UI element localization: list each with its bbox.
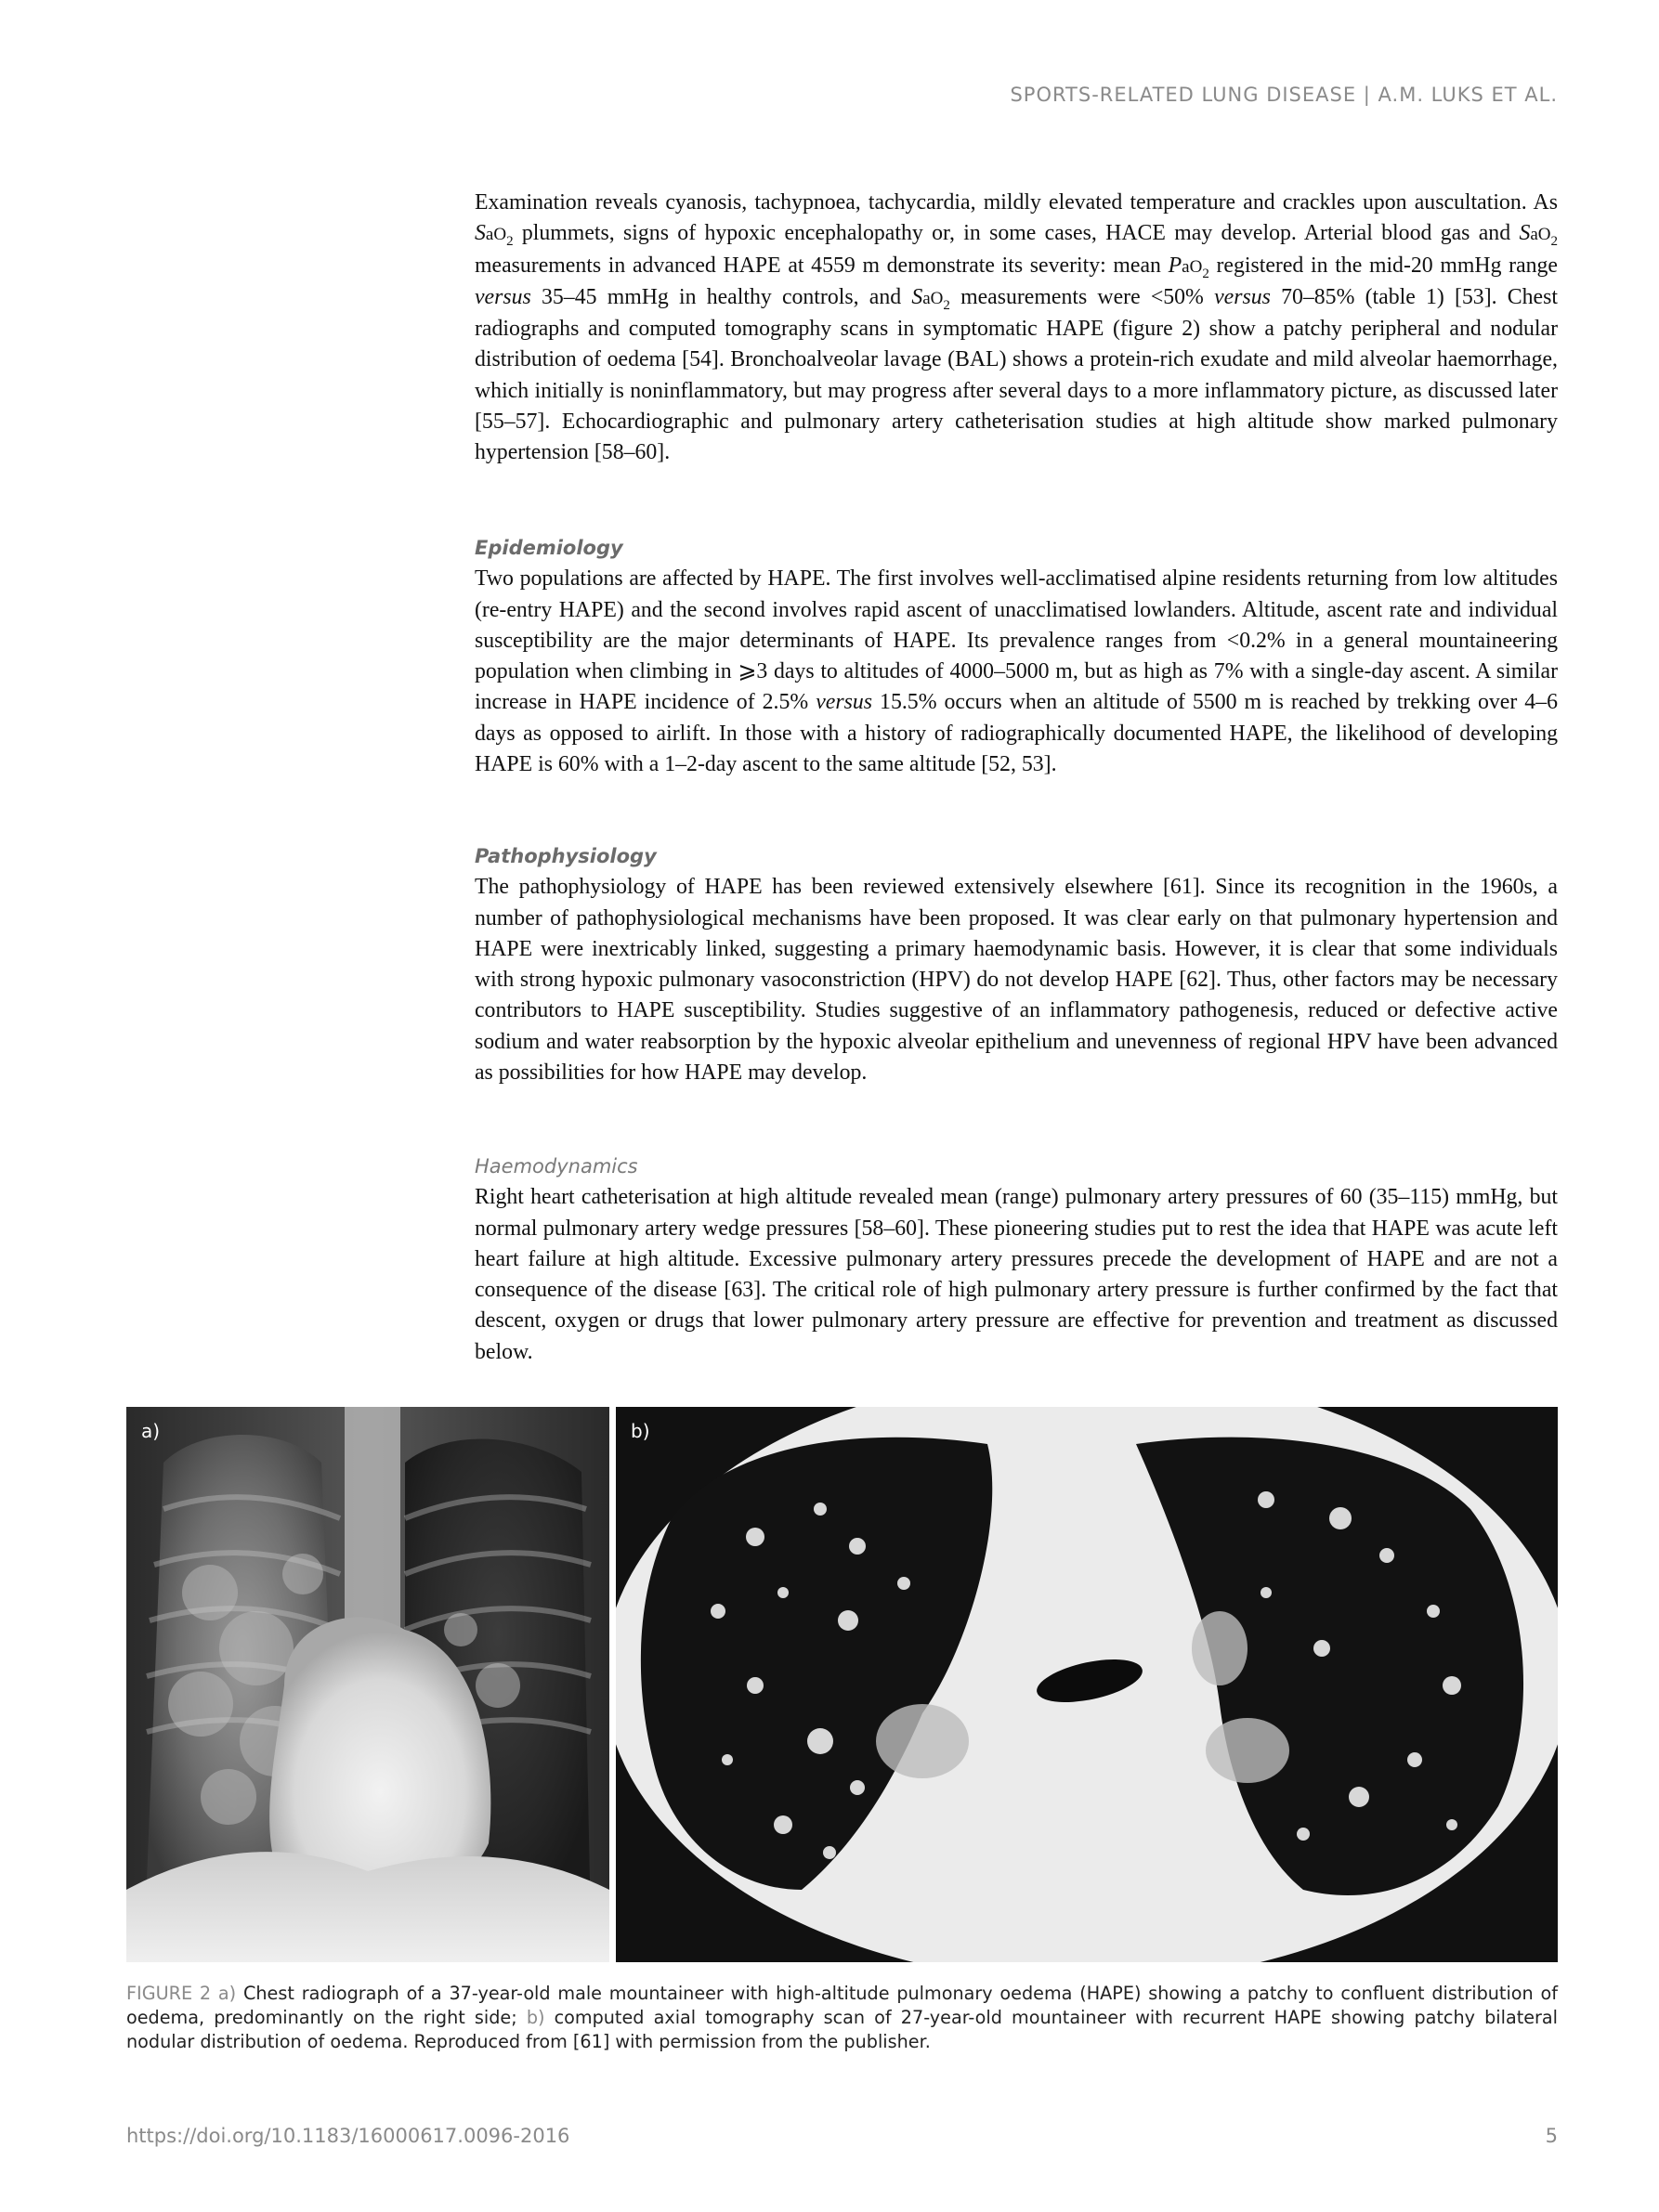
figure-number: FIGURE 2 bbox=[126, 1983, 212, 2004]
running-header: SPORTS-RELATED LUNG DISEASE | A.M. LUKS ET AL. bbox=[1010, 84, 1558, 106]
haemodynamics-section bbox=[475, 1152, 1558, 1368]
page-number: 5 bbox=[1545, 2125, 1558, 2147]
chest-radiograph-image bbox=[126, 1407, 609, 1962]
panel-b-label: b) bbox=[631, 1420, 650, 1442]
epidemiology-section bbox=[475, 533, 1558, 780]
doi-link[interactable]: https://doi.org/10.1183/16000617.0096-2016 bbox=[126, 2125, 570, 2147]
chest-radiograph-drawing bbox=[126, 1407, 609, 1962]
ct-scan-image bbox=[616, 1407, 1558, 1962]
figure-caption bbox=[126, 1982, 1558, 2054]
caption-part-b-text: computed axial tomography scan of 27-year-old mountaineer with recurrent HAPE showing patchy bilateral nodular distribution of oedema. Reproduced from [61] with permission from the publisher. bbox=[126, 2007, 1559, 2052]
paragraph-pathophysiology: The pathophysiology of HAPE has been reviewed extensively elsewhere [61]. Since its recognition in the 1960s, a number of pathophysiological mechanisms have been proposed. It was clear early on that pulmonary hypertension and HAPE were inextricably linked, suggesting a primary haemodynamic basis. However, it is clear that some individuals with strong hypoxic pulmonary vasoconstriction (HPV) do not develop HAPE [62]. Thus, other factors may be necessary contributors to HAPE susceptibility. Studies suggestive of an inflammatory pathogenesis, reduced or defective active sodium and water reabsorption by the hypoxic alveolar epithelium and unevenness of regional HPV have been advanced as possibilities for how HAPE may develop. bbox=[475, 875, 1558, 1086]
caption-part-a-text: Chest radiograph of a 37-year-old male mountaineer with high-altitude pulmonary oedema (HAPE) showing a patchy to confluent distribution of oedema, predominantly on the right side; bbox=[126, 1983, 1558, 2028]
intro-section bbox=[475, 188, 1558, 469]
ct-scan-drawing bbox=[616, 1407, 1558, 1962]
paragraph-epidemiology: Two populations are affected by HAPE. The first involves well-acclimatised alpine residents returning from low altitudes (re-entry HAPE) and the second involves rapid ascent of unacclimatised lowlanders. Altitude, ascent rate and individual susceptibility are the major determinants of HAPE. Its prevalence ranges from <0.2% in a general mountaineering population when climbing in ⩾3 days to altitudes of 4000–5000 m, but as high as 7% with a single-day ascent. A similar increase in HAPE incidence of 2.5% versus 15.5% occurs when an altitude of 5500 m is reached by trekking over 4–6 days as opposed to airlift. In those with a history of radiographically documented HAPE, the likelihood of developing HAPE is 60% with a 1–2-day ascent to the same altitude [52, 53]. bbox=[475, 566, 1558, 777]
caption-part-b-label: b) bbox=[526, 2007, 545, 2028]
haemodynamics-heading: Haemodynamics bbox=[475, 1155, 638, 1178]
pathophysiology-heading: Pathophysiology bbox=[475, 845, 657, 867]
caption-part-a-label: a) bbox=[217, 1983, 237, 2004]
pathophysiology-section bbox=[475, 841, 1558, 1088]
panel-a-label: a) bbox=[141, 1420, 161, 1442]
paragraph-haemodynamics: Right heart catheterisation at high altitude revealed mean (range) pulmonary artery pressures of 60 (35–115) mmHg, but normal pulmonary artery wedge pressures [58–60]. These pioneering studies put to rest the idea that HAPE was acute left heart failure at high altitude. Excessive pulmonary artery pressures precede the development of HAPE and are not a consequence of the disease [63]. The critical role of high pulmonary artery pressure is further confirmed by the fact that descent, oxygen or drugs that lower pulmonary artery pressure are effective for prevention and treatment as discussed below. bbox=[475, 1185, 1558, 1364]
epidemiology-heading: Epidemiology bbox=[475, 537, 623, 559]
paragraph-clinical-findings: Examination reveals cyanosis, tachypnoea, tachycardia, mildly elevated temperature and crackles upon auscultation. As SaO$_2$ plummets, signs of hypoxic encephalopathy or, in some cases, HACE may develop. Arterial blood gas and SaO$_2$ measurements in advanced HAPE at 4559 m demonstrate its severity: mean PaO$_2$ registered in the mid-20 mmHg range versus 35–45 mmHg in healthy controls, and SaO$_2$ measurements were <50% versus 70–85% (table 1) [53]. Chest radiographs and computed tomography scans in symptomatic HAPE (figure 2) show a patchy peripheral and nodular distribution of oedema [54]. Bronchoalveolar lavage (BAL) shows a protein-rich exudate and mild alveolar haemorrhage, which initially is noninflammatory, but may progress after several days to a more inflammatory picture, as discussed later [55–57]. Echocardiographic and pulmonary artery catheterisation studies at high altitude show marked pulmonary hypertension [58–60]. bbox=[475, 190, 1558, 465]
